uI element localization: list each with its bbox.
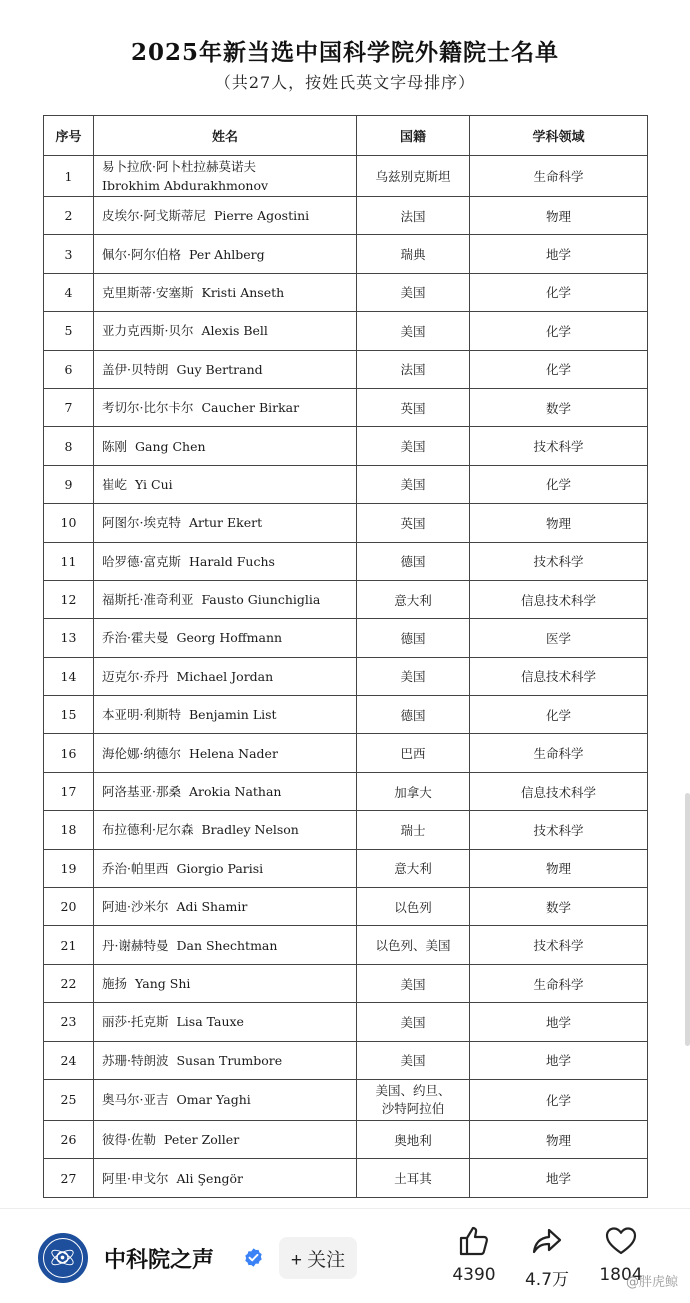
table-row [44, 388, 648, 426]
header-nationality: 国籍 [357, 116, 470, 156]
cell-field: 物理 [470, 504, 648, 542]
name-english: Adi Shamir [176, 899, 248, 915]
document-subtitle: （共27人，按姓氏英文字母排序） [214, 73, 476, 92]
name-chinese: 亚力克西斯·贝尔 [102, 323, 194, 339]
cell-name [94, 312, 357, 350]
table-row [44, 504, 648, 542]
name-chinese: 海伦娜·纳德尔 [102, 745, 181, 761]
table-row [44, 849, 648, 887]
name-chinese: 阿洛基亚·那桑 [102, 784, 181, 800]
cell-nationality: 美国 [357, 273, 470, 311]
cell-nationality: 乌兹别克斯坦 [357, 156, 470, 197]
cell-nationality: 意大利 [357, 849, 470, 887]
cell-name [94, 964, 357, 1002]
cell-nationality: 美国 [357, 465, 470, 503]
cell-name [94, 1159, 357, 1197]
cell-no: 14 [44, 657, 94, 695]
cell-field: 化学 [470, 312, 648, 350]
cell-name [94, 811, 357, 849]
name-english: Bradley Nelson [201, 822, 299, 838]
name-chinese: 阿里·申戈尔 [102, 1170, 169, 1186]
name-english: Guy Bertrand [176, 361, 263, 377]
table-row [44, 964, 648, 1002]
header-field: 学科领域 [470, 116, 648, 156]
cell-no: 24 [44, 1041, 94, 1079]
heart-icon [603, 1223, 639, 1259]
cell-name [94, 542, 357, 580]
cell-nationality [357, 1079, 470, 1120]
cell-name [94, 1079, 357, 1120]
cell-no: 20 [44, 888, 94, 926]
cell-name [94, 926, 357, 964]
name-chinese: 乔治·霍夫曼 [102, 630, 169, 646]
cell-no: 25 [44, 1079, 94, 1120]
cell-nationality: 土耳其 [357, 1159, 470, 1197]
cell-nationality: 美国 [357, 964, 470, 1002]
cell-field: 技术科学 [470, 926, 648, 964]
cell-name [94, 1041, 357, 1079]
cell-name [94, 734, 357, 772]
cell-nationality: 德国 [357, 696, 470, 734]
cell-nationality: 英国 [357, 388, 470, 426]
cell-name [94, 156, 357, 197]
cell-nationality: 美国 [357, 657, 470, 695]
name-english: Arokia Nathan [188, 784, 282, 800]
cas-logo-avatar[interactable] [38, 1233, 88, 1283]
cell-no: 10 [44, 504, 94, 542]
name-chinese: 哈罗德·富克斯 [102, 553, 181, 569]
share-arrow-icon [529, 1223, 565, 1259]
thumbs-up-icon [456, 1223, 492, 1259]
cell-nationality: 英国 [357, 504, 470, 542]
cell-field: 医学 [470, 619, 648, 657]
table-row [44, 1003, 648, 1041]
cell-name [94, 772, 357, 810]
name-chinese: 佩尔·阿尔伯格 [102, 246, 181, 262]
cell-nationality: 美国 [357, 1003, 470, 1041]
cell-nationality: 瑞士 [357, 811, 470, 849]
name-chinese: 布拉德利·尼尔森 [102, 822, 194, 838]
cell-field: 化学 [470, 1079, 648, 1120]
name-chinese: 福斯托·准奇利亚 [102, 592, 194, 608]
cell-name [94, 235, 357, 273]
table-body [44, 156, 648, 1198]
share-count: 4.7万 [524, 1270, 570, 1290]
cell-field: 化学 [470, 273, 648, 311]
table-row [44, 312, 648, 350]
cell-nationality: 加拿大 [357, 772, 470, 810]
cell-no: 17 [44, 772, 94, 810]
cell-name [94, 1120, 357, 1158]
cell-nationality: 德国 [357, 619, 470, 657]
cell-nationality: 美国 [357, 427, 470, 465]
cell-name [94, 350, 357, 388]
table-row [44, 657, 648, 695]
cell-no: 3 [44, 235, 94, 273]
name-english: Omar Yaghi [176, 1092, 251, 1108]
cell-name [94, 465, 357, 503]
cell-field: 技术科学 [470, 542, 648, 580]
name-english: Pierre Agostini [213, 208, 310, 224]
cell-nationality: 奥地利 [357, 1120, 470, 1158]
name-english: Harald Fuchs [188, 553, 275, 569]
cell-field: 信息技术科学 [470, 657, 648, 695]
table-row [44, 580, 648, 618]
cell-no: 6 [44, 350, 94, 388]
cell-field: 生命科学 [470, 156, 648, 197]
avatar-ring [43, 1238, 83, 1278]
name-chinese: 崔屹 [102, 476, 128, 492]
cell-nationality: 以色列、美国 [357, 926, 470, 964]
cell-no: 27 [44, 1159, 94, 1197]
table-row [44, 696, 648, 734]
table-row [44, 427, 648, 465]
name-english: Artur Ekert [188, 515, 263, 531]
name-english: Peter Zoller [163, 1132, 240, 1148]
name-english: Per Ahlberg [188, 246, 265, 262]
cell-field: 数学 [470, 888, 648, 926]
cell-name [94, 427, 357, 465]
like-action[interactable] [439, 1223, 509, 1285]
cell-nationality: 巴西 [357, 734, 470, 772]
name-english: Caucher Birkar [201, 400, 300, 416]
cell-field: 技术科学 [470, 427, 648, 465]
name-chinese: 奥马尔·亚吉 [102, 1092, 169, 1108]
cell-name [94, 197, 357, 235]
name-english: Helena Nader [188, 745, 278, 761]
cell-field: 生命科学 [470, 964, 648, 1002]
cell-name [94, 888, 357, 926]
table-row [44, 1079, 648, 1120]
name-english: Fausto Giunchiglia [201, 592, 321, 608]
cell-no: 9 [44, 465, 94, 503]
name-chinese: 彼得·佐勒 [102, 1132, 156, 1148]
follow-button[interactable]: + 关注 [279, 1237, 357, 1279]
verified-badge-icon [243, 1247, 264, 1268]
name-english: Kristi Anseth [201, 284, 285, 300]
cell-no: 23 [44, 1003, 94, 1041]
cell-no: 13 [44, 619, 94, 657]
table-row [44, 1041, 648, 1079]
cell-no: 18 [44, 811, 94, 849]
table-row [44, 772, 648, 810]
cell-no: 19 [44, 849, 94, 887]
table-row [44, 888, 648, 926]
name-english: Michael Jordan [176, 668, 274, 684]
cell-field: 技术科学 [470, 811, 648, 849]
name-chinese: 阿迪·沙米尔 [102, 899, 169, 915]
cell-nationality: 法国 [357, 350, 470, 388]
scrollbar[interactable] [685, 793, 690, 1046]
cell-no: 15 [44, 696, 94, 734]
name-english: Ali Şengör [176, 1170, 243, 1186]
cell-field: 化学 [470, 465, 648, 503]
cell-no: 16 [44, 734, 94, 772]
cell-name [94, 1003, 357, 1041]
name-chinese: 丹·谢赫特曼 [102, 937, 169, 953]
table-row [44, 197, 648, 235]
watermark: @胖虎鲸 [625, 1275, 678, 1290]
name-chinese: 施扬 [102, 976, 128, 991]
table-row [44, 350, 648, 388]
name-english: Alexis Bell [201, 323, 268, 339]
table-row [44, 1120, 648, 1158]
name-chinese: 考切尔·比尔卡尔 [102, 400, 194, 416]
cell-nationality: 瑞典 [357, 235, 470, 273]
cell-no: 26 [44, 1120, 94, 1158]
name-chinese: 迈克尔·乔丹 [102, 668, 169, 684]
cell-no: 12 [44, 580, 94, 618]
cell-field: 地学 [470, 235, 648, 273]
table-header-row [44, 116, 648, 156]
cell-nationality: 以色列 [357, 888, 470, 926]
cell-name [94, 580, 357, 618]
cell-name [94, 273, 357, 311]
table-row [44, 811, 648, 849]
cell-field: 地学 [470, 1003, 648, 1041]
cell-field: 地学 [470, 1159, 648, 1197]
name-chinese: 苏珊·特朗波 [102, 1052, 169, 1068]
academician-table [43, 115, 648, 1198]
name-chinese: 克里斯蒂·安塞斯 [102, 284, 194, 300]
name-chinese: 易卜拉欣·阿卜杜拉赫莫诺夫 [102, 159, 256, 174]
name-chinese: 丽莎·托克斯 [102, 1014, 169, 1030]
table-row [44, 734, 648, 772]
cell-nationality: 法国 [357, 197, 470, 235]
table-row [44, 465, 648, 503]
table-row [44, 235, 648, 273]
name-english: Yang Shi [135, 976, 191, 991]
cell-no: 2 [44, 197, 94, 235]
cell-no: 21 [44, 926, 94, 964]
cell-no: 7 [44, 388, 94, 426]
name-english: Susan Trumbore [176, 1052, 283, 1068]
nationality-line: 美国、约旦、 [375, 1082, 451, 1098]
name-english: Ibrokhim Abdurakhmonov [102, 178, 269, 193]
cell-field: 物理 [470, 849, 648, 887]
cell-no: 4 [44, 273, 94, 311]
cas-emblem-icon [44, 1239, 81, 1276]
cell-field: 数学 [470, 388, 648, 426]
name-chinese: 乔治·帕里西 [102, 860, 169, 876]
account-name[interactable]: 中科院之声 [104, 1248, 215, 1273]
cell-name [94, 504, 357, 542]
cell-no: 5 [44, 312, 94, 350]
document-title: 2025年新当选中国科学院外籍院士名单 [130, 39, 559, 66]
bottom-action-bar [0, 1208, 690, 1303]
cell-no: 8 [44, 427, 94, 465]
header-no: 序号 [44, 116, 94, 156]
cell-field: 信息技术科学 [470, 772, 648, 810]
cell-field: 生命科学 [470, 734, 648, 772]
header-name: 姓名 [94, 116, 357, 156]
cell-field: 化学 [470, 350, 648, 388]
cell-name [94, 657, 357, 695]
cell-nationality: 美国 [357, 312, 470, 350]
name-english: Yi Cui [135, 476, 173, 492]
cell-name [94, 696, 357, 734]
table-row [44, 619, 648, 657]
cell-field: 化学 [470, 696, 648, 734]
name-english: Gang Chen [135, 438, 206, 454]
cell-nationality: 德国 [357, 542, 470, 580]
cell-nationality: 意大利 [357, 580, 470, 618]
name-english: Lisa Tauxe [176, 1014, 244, 1030]
table-row [44, 1159, 648, 1197]
table-row [44, 156, 648, 197]
name-chinese: 本亚明·利斯特 [102, 707, 181, 723]
name-chinese: 盖伊·贝特朗 [102, 361, 169, 377]
cell-field: 物理 [470, 197, 648, 235]
name-english: Giorgio Parisi [176, 860, 264, 876]
cell-name [94, 388, 357, 426]
name-chinese: 阿图尔·埃克特 [102, 515, 181, 531]
cell-name [94, 849, 357, 887]
name-english: Benjamin List [188, 707, 277, 723]
cell-no: 11 [44, 542, 94, 580]
name-chinese: 陈刚 [102, 438, 128, 454]
like-count: 4390 [452, 1265, 496, 1285]
cell-field: 地学 [470, 1041, 648, 1079]
share-action[interactable] [512, 1223, 582, 1290]
name-english: Dan Shechtman [176, 937, 278, 953]
table-row [44, 542, 648, 580]
cell-field: 物理 [470, 1120, 648, 1158]
name-english: Georg Hoffmann [176, 630, 283, 646]
nationality-line: 沙特阿拉伯 [381, 1100, 445, 1116]
cell-name [94, 619, 357, 657]
table-row [44, 926, 648, 964]
favorite-count: 1804 [599, 1265, 643, 1285]
table-row [44, 273, 648, 311]
cell-no: 22 [44, 964, 94, 1002]
cell-nationality: 美国 [357, 1041, 470, 1079]
name-chinese: 皮埃尔·阿戈斯蒂尼 [102, 208, 206, 224]
cell-field: 信息技术科学 [470, 580, 648, 618]
cell-no: 1 [44, 156, 94, 197]
